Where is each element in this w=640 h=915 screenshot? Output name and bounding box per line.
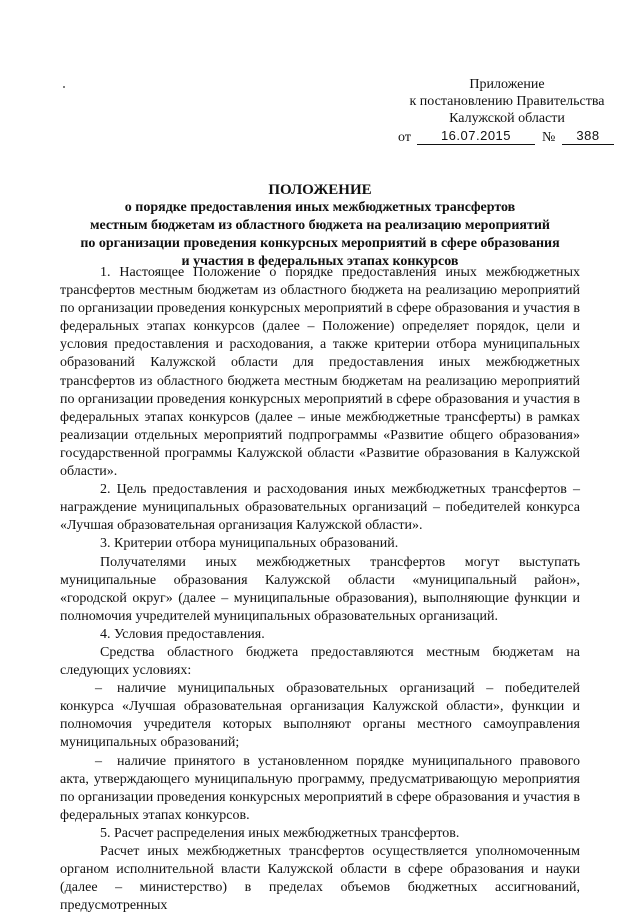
paragraph-3: 3. Критерии отбора муниципальных образований. <box>100 536 399 552</box>
paragraph-2: 2. Цель предоставления и расходования иных межбюджетных трансфертов – награждение муниципальных образовательных организаций – победителей конкурса «Лучшая образовательная организация Калужской области». <box>60 482 580 534</box>
bullet-text-1: наличие муниципальных образовательных организаций – победителей конкурса «Лучшая образовательная организация Калужской области», функции и полномочия учредителя которых выполняют органы местного самоуправления муниципальных образований; <box>60 681 580 751</box>
title-main: ПОЛОЖЕНИЕ <box>268 182 372 198</box>
paragraph-6: Средства областного бюджета предоставляются местным бюджетам на следующих условиях: <box>60 644 580 679</box>
appendix-line-3: Калужской области <box>449 111 565 126</box>
appendix-line-2: к постановлению Правительства <box>409 94 605 109</box>
bullet-dash: – <box>95 753 102 769</box>
bullet-item-2 <box>60 753 580 825</box>
document-body <box>60 264 580 915</box>
number-value: 388 <box>562 127 614 145</box>
title-line-4: и участия в федеральных этапах конкурсов <box>181 254 459 269</box>
scan-speck <box>63 86 65 88</box>
paragraph-5: 4. Условия предоставления. <box>100 626 265 642</box>
date-value: 16.07.2015 <box>417 127 535 145</box>
bullet-text-2: наличие принятого в установленном порядке муниципального правового акта, утверждающего муниципальную программу, предусматривающую мероприятия по организации проведения конкурсных мероприятий в сфере образования и участия в федеральных этапах конкурсов. <box>60 753 580 823</box>
appendix-line-1: Приложение <box>469 77 545 92</box>
number-label: № <box>542 130 556 145</box>
document-title <box>60 181 580 271</box>
paragraph-1: 1. Настоящее Положение о порядке предоставления иных межбюджетных трансфертов местным бюджетам из областного бюджета на реализацию мероприятий по организации проведения конкурсных мероприятий в сфере образования и участия в федеральных этапах конкурсов (далее – Положение) определяет порядок, цели и условия предоставления и расходования, а также критерии отбора муниципальных образований Калужской области для предоставления иных межбюджетных трансфертов из областного бюджета местным бюджетам на реализацию мероприятий по организации проведения конкурсных мероприятий в сфере образования и участия в федеральных этапах конкурсов (далее – иные межбюджетные трансферты) в рамках реализации отдельных мероприятий подпрограммы «Развитие общего образования» государственной программы Калужской области «Развитие образования в Калужской области». <box>60 265 580 480</box>
appendix-header <box>390 76 624 147</box>
date-label: от <box>398 130 411 145</box>
title-line-2: местным бюджетам из областного бюджета на реализацию мероприятий <box>90 218 550 233</box>
title-line-1: о порядке предоставления иных межбюджетных трансфертов <box>124 200 516 215</box>
paragraph-8: Расчет иных межбюджетных трансфертов осуществляется уполномоченным органом исполнительной власти Калужской области в сфере образования и науки (далее – министерство) в пределах объемов бюджетных ассигнований, предусмотренных <box>60 844 580 914</box>
paragraph-7: 5. Расчет распределения иных межбюджетных трансфертов. <box>100 825 460 841</box>
appendix-date-row <box>390 127 624 147</box>
title-line-3: по организации проведения конкурсных мероприятий в сфере образования <box>80 236 560 251</box>
paragraph-4: Получателями иных межбюджетных трансфертов могут выступать муниципальные образования Калужской области «муниципальный район», «городской округ» (далее – муниципальные образования), выполняющие функции и полномочия учредителей муниципальных образовательных организаций. <box>60 554 580 624</box>
bullet-item-1 <box>60 680 580 752</box>
bullet-dash: – <box>95 681 102 697</box>
